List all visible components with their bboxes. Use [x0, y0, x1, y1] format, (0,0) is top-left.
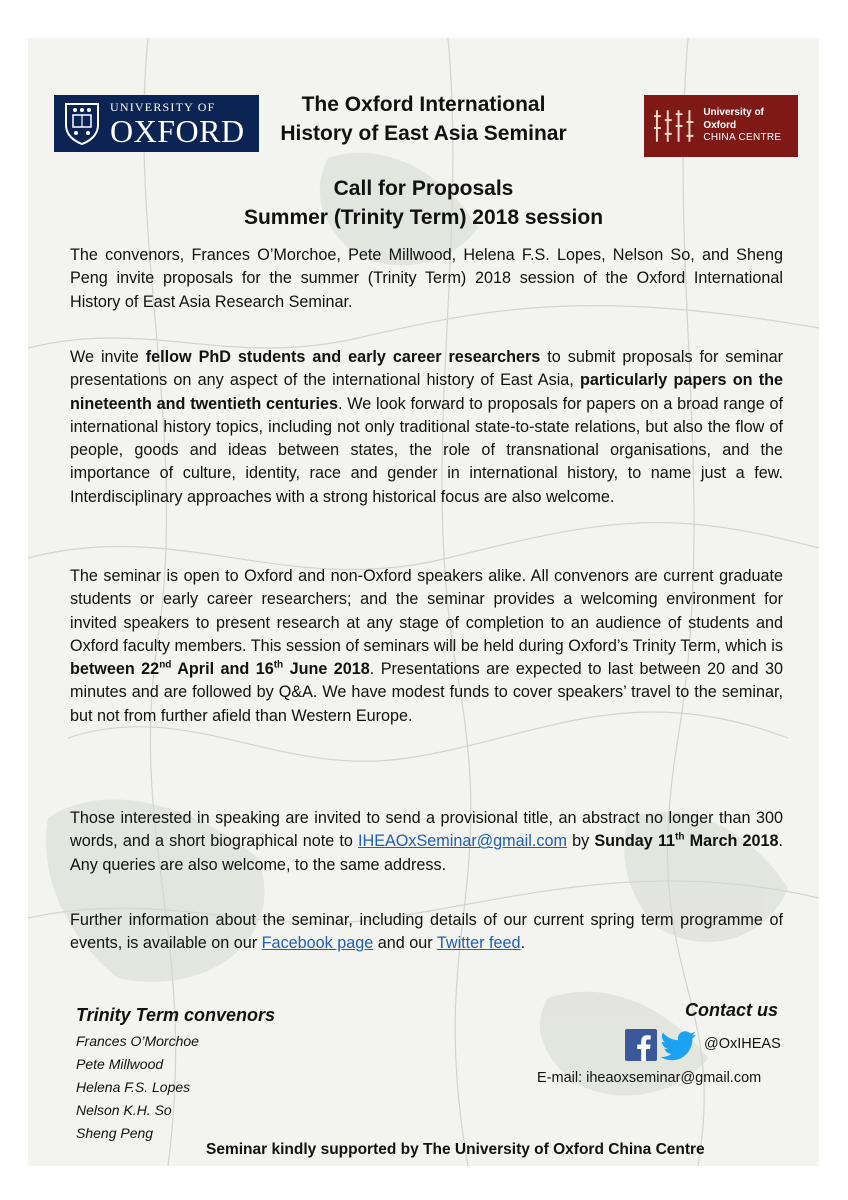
facebook-icon[interactable] [625, 1029, 657, 1061]
twitter-handle: @OxIHEAS [704, 1036, 781, 1052]
p3-dates [70, 660, 370, 678]
title-line1: The Oxford International [301, 93, 546, 116]
convenor-name: Helena F.S. Lopes [76, 1079, 191, 1095]
twitter-feed-link[interactable]: Twitter feed [436, 934, 521, 953]
p2-text-c: to submit proposals for seminar presentations on any aspect of the international history of East Asia, [70, 348, 783, 390]
p4-deadline [594, 832, 778, 850]
p5-text-c: . [520, 934, 526, 953]
subtitle-line1: Call for Proposals [333, 177, 514, 200]
china-line1: University of Oxford [703, 107, 764, 131]
convenor-name: Pete Millwood [76, 1056, 164, 1072]
p4-deadline-month: March 2018 [684, 832, 779, 851]
p2-bold-centuries: particularly papers on the nineteenth and twentieth centuries [70, 371, 783, 413]
convenor-name: Sheng Peng [76, 1125, 154, 1141]
flyer-page [28, 38, 819, 1166]
p3-sup-th: th [273, 659, 284, 671]
p4-text-d: . Any queries are also welcome, to the same address. [70, 832, 783, 874]
email-link[interactable]: IHEAOxSeminar@gmail.com [358, 832, 567, 851]
invitation-paragraph [70, 346, 783, 509]
further-info-paragraph [70, 909, 783, 956]
p4-deadline-day: Sunday 11 [594, 832, 676, 851]
oxford-small-text: UNIVERSITY OF [110, 99, 216, 114]
p3-sup-nd: nd [159, 659, 172, 671]
seminar-info-paragraph [70, 565, 783, 728]
twitter-icon[interactable] [661, 1031, 697, 1061]
china-line2: CHINA CENTRE [703, 132, 782, 144]
p2-text-a: We invite [70, 348, 146, 366]
contact-heading: Contact us [685, 1000, 779, 1020]
convenor-name: Nelson K.H. So [76, 1102, 172, 1118]
p4-sup-th: th [675, 831, 685, 843]
p3-text-a: The seminar is open to Oxford and non-Oxford speakers alike. All convenors are current graduate students or early career researchers; and the seminar provides a welcoming environment for invited speakers to present research at any stage of completion to an audience of students and Oxford faculty members. This session of seminars will be held during Oxford’s Trinity Term, which is [70, 567, 783, 655]
p4-text-b: by [566, 832, 595, 851]
call-title [28, 174, 819, 232]
support-line: Seminar kindly supported by The University of Oxford China Centre [206, 1141, 705, 1158]
seminar-title [28, 90, 819, 148]
convenors-heading: Trinity Term convenors [76, 1005, 276, 1025]
p5-text-b: and our [373, 934, 437, 953]
p2-bold-audience: fellow PhD students and early career researchers [145, 348, 541, 366]
submission-paragraph [70, 807, 783, 877]
p5-text-a: Further information about the seminar, including details of our current spring term programme of events, is available on our [70, 911, 783, 953]
contact-email: E-mail: iheaoxseminar@gmail.com [537, 1070, 762, 1086]
intro-paragraph [70, 244, 783, 314]
title-line2: History of East Asia Seminar [280, 122, 567, 145]
intro-text: The convenors, Frances O’Morchoe, Pete Millwood, Helena F.S. Lopes, Nelson So, and Sheng Peng invite proposals for the summer (Trinity Term) 2018 session of the Oxford International History of East Asia Research Seminar. [70, 246, 783, 311]
convenor-name: Frances O’Morchoe [76, 1033, 199, 1049]
oxford-big-text: OXFORD [110, 112, 245, 149]
p4-text-a: Those interested in speaking are invited to send a provisional title, an abstract no longer than 300 words, and a short biographical note to [70, 809, 783, 851]
p2-text-e: . We look forward to proposals for papers on a broad range of international history topics, including not only traditional state-to-state relations, but also the flow of people, goods and ideas between states, the role of transnational organisations, and the importance of culture, identity, race and gender in international history, to name just a few. Interdisciplinary approaches with a strong historical focus are also welcome. [70, 394, 783, 506]
p3-date-mid: April and 16 [171, 660, 274, 679]
p3-date-end: June 2018 [283, 660, 370, 679]
facebook-page-link[interactable]: Facebook page [261, 934, 374, 953]
p3-date-start: between 22 [70, 660, 160, 679]
p3-text-c: . Presentations are expected to last between 20 and 30 minutes and are followed by Q&A. We have modest funds to cover speakers’ travel to the seminar, but not from further afield than Western Europe. [70, 660, 783, 725]
subtitle-line2: Summer (Trinity Term) 2018 session [243, 206, 604, 229]
